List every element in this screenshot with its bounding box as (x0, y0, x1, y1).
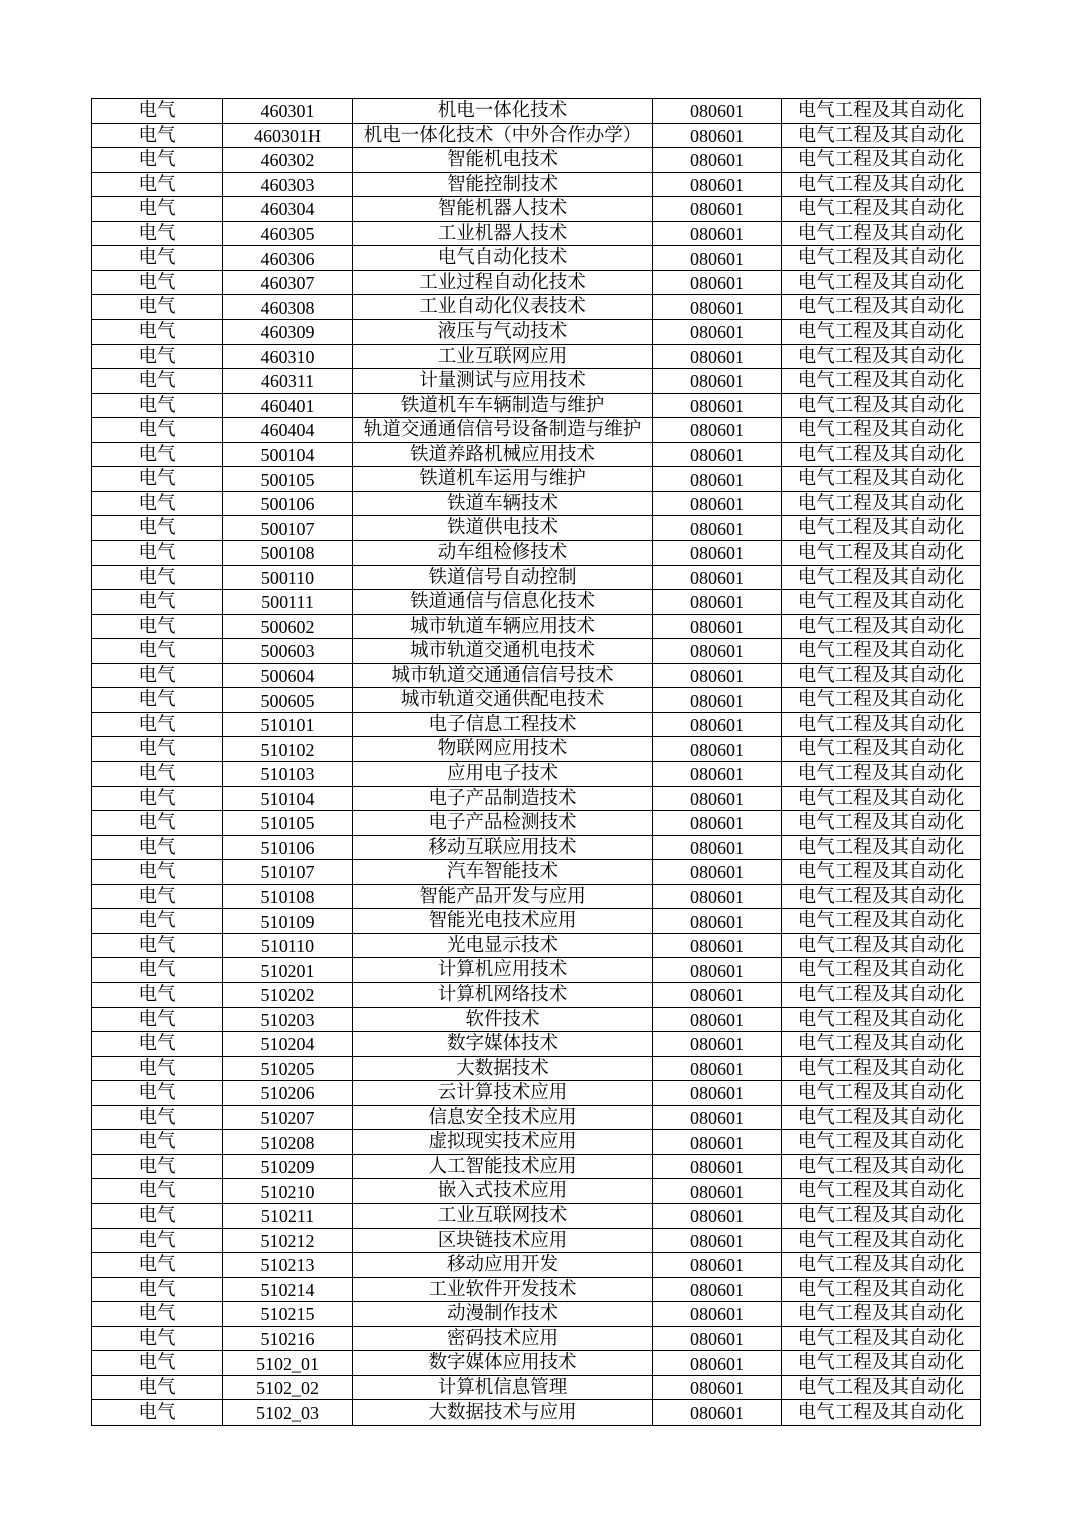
category-cell: 电气 (92, 541, 223, 566)
category-cell: 电气 (92, 443, 223, 468)
target-major-cell: 电气工程及其自动化 (782, 762, 980, 787)
target-major-cell: 电气工程及其自动化 (782, 1253, 980, 1278)
category-cell: 电气 (92, 664, 223, 689)
target-code-cell: 080601 (653, 860, 782, 885)
category-cell: 电气 (92, 1278, 223, 1303)
major-name-cell: 铁道养路机械应用技术 (353, 443, 653, 468)
major-code-cell: 460301H (223, 124, 353, 149)
target-code-cell: 080601 (653, 516, 782, 541)
major-code-cell: 500110 (223, 566, 353, 591)
category-cell: 电气 (92, 1106, 223, 1131)
major-code-cell: 510108 (223, 885, 353, 910)
target-major-cell: 电气工程及其自动化 (782, 1376, 980, 1401)
category-cell: 电气 (92, 516, 223, 541)
major-code-cell: 510101 (223, 713, 353, 738)
target-code-cell: 080601 (653, 811, 782, 836)
major-code-cell: 460404 (223, 418, 353, 443)
category-cell: 电气 (92, 345, 223, 370)
category-cell: 电气 (92, 566, 223, 591)
category-cell: 电气 (92, 1302, 223, 1327)
major-name-cell: 数字媒体技术 (353, 1032, 653, 1057)
target-code-cell: 080601 (653, 443, 782, 468)
category-cell: 电气 (92, 590, 223, 615)
target-code-cell: 080601 (653, 885, 782, 910)
target-code-cell: 080601 (653, 590, 782, 615)
major-name-cell: 机电一体化技术 (353, 99, 653, 124)
major-code-cell: 500106 (223, 492, 353, 517)
major-code-cell: 510201 (223, 958, 353, 983)
major-name-cell: 动车组检修技术 (353, 541, 653, 566)
target-code-cell: 080601 (653, 983, 782, 1008)
category-cell: 电气 (92, 934, 223, 959)
target-code-cell: 080601 (653, 1008, 782, 1033)
target-major-cell: 电气工程及其自动化 (782, 418, 980, 443)
target-code-cell: 080601 (653, 295, 782, 320)
target-major-cell: 电气工程及其自动化 (782, 787, 980, 812)
target-major-cell: 电气工程及其自动化 (782, 566, 980, 591)
target-major-cell: 电气工程及其自动化 (797, 1402, 965, 1423)
major-code-cell: 510209 (223, 1155, 353, 1180)
major-name-cell: 智能光电技术应用 (353, 909, 653, 934)
major-code-cell: 500104 (223, 443, 353, 468)
category-cell: 电气 (92, 1032, 223, 1057)
target-major-cell: 电气工程及其自动化 (782, 860, 980, 885)
target-major-cell: 电气工程及其自动化 (782, 885, 980, 910)
category-cell: 电气 (92, 418, 223, 443)
major-code-cell: 500602 (223, 615, 353, 640)
target-code-cell: 080601 (653, 246, 782, 271)
target-major-cell: 电气工程及其自动化 (782, 1130, 980, 1155)
target-code-cell: 080601 (653, 639, 782, 664)
target-code-cell: 080601 (653, 148, 782, 173)
target-code-cell: 080601 (653, 787, 782, 812)
major-name-cell: 计算机应用技术 (353, 958, 653, 983)
major-name-cell: 计算机网络技术 (353, 983, 653, 1008)
target-major-cell: 电气工程及其自动化 (782, 713, 980, 738)
major-code-cell: 500107 (223, 516, 353, 541)
major-code-cell: 460302 (223, 148, 353, 173)
target-code-cell: 080601 (653, 1327, 782, 1352)
target-code-cell: 080601 (653, 934, 782, 959)
major-code-cell: 460309 (223, 320, 353, 345)
major-name-cell: 铁道车辆技术 (353, 492, 653, 517)
category-cell: 电气 (92, 1057, 223, 1082)
target-code-cell: 080601 (653, 958, 782, 983)
target-major-cell: 电气工程及其自动化 (782, 1229, 980, 1254)
target-major-cell: 电气工程及其自动化 (782, 590, 980, 615)
major-code-cell: 500603 (223, 639, 353, 664)
major-name-cell: 城市轨道车辆应用技术 (353, 615, 653, 640)
target-code-cell: 080601 (653, 99, 782, 124)
major-code-cell: 460307 (223, 271, 353, 296)
target-code-cell: 080601 (653, 1229, 782, 1254)
major-name-cell: 工业互联网技术 (353, 1204, 653, 1229)
major-code-cell: 510211 (223, 1204, 353, 1229)
target-code-cell: 080601 (653, 836, 782, 861)
target-major-cell: 电气工程及其自动化 (782, 1057, 980, 1082)
category-cell: 电气 (92, 885, 223, 910)
major-name-cell: 物联网应用技术 (353, 737, 653, 762)
major-name-cell: 移动互联应用技术 (353, 836, 653, 861)
category-cell: 电气 (92, 124, 223, 149)
major-code-cell: 510203 (223, 1008, 353, 1033)
category-cell: 电气 (92, 639, 223, 664)
target-code-cell: 080601 (653, 713, 782, 738)
major-code-cell: 510102 (223, 737, 353, 762)
target-major-cell: 电气工程及其自动化 (782, 443, 980, 468)
major-code-cell: 460401 (223, 394, 353, 419)
target-code-cell: 080601 (653, 173, 782, 198)
major-name-cell: 信息安全技术应用 (353, 1106, 653, 1131)
category-cell: 电气 (92, 958, 223, 983)
category-cell: 电气 (92, 1229, 223, 1254)
category-cell: 电气 (92, 173, 223, 198)
target-major-cell: 电气工程及其自动化 (782, 173, 980, 198)
target-major-cell: 电气工程及其自动化 (782, 394, 980, 419)
target-major-cell: 电气工程及其自动化 (782, 1179, 980, 1204)
target-major-cell: 电气工程及其自动化 (782, 639, 980, 664)
category-cell: 电气 (92, 1327, 223, 1352)
category-cell: 电气 (92, 295, 223, 320)
category-cell: 电气 (92, 1400, 223, 1425)
major-code-cell: 510109 (223, 909, 353, 934)
target-code-cell: 080601 (653, 1278, 782, 1303)
category-cell: 电气 (92, 909, 223, 934)
target-code-cell: 080601 (653, 541, 782, 566)
target-major-cell: 电气工程及其自动化 (782, 467, 980, 492)
target-code-cell: 080601 (653, 418, 782, 443)
category-cell: 电气 (92, 246, 223, 271)
major-name-cell: 大数据技术与应用 (353, 1400, 653, 1425)
target-major-cell: 电气工程及其自动化 (782, 1032, 980, 1057)
target-code-cell: 080601 (653, 492, 782, 517)
major-code-cell: 5102_02 (223, 1376, 353, 1401)
major-name-cell: 汽车智能技术 (353, 860, 653, 885)
category-cell: 电气 (92, 860, 223, 885)
target-major-cell: 电气工程及其自动化 (782, 934, 980, 959)
target-major-cell: 电气工程及其自动化 (782, 320, 980, 345)
category-cell: 电气 (92, 983, 223, 1008)
major-name-cell: 铁道信号自动控制 (353, 566, 653, 591)
major-code-cell: 510207 (223, 1106, 353, 1131)
major-name-cell: 密码技术应用 (353, 1327, 653, 1352)
target-code-cell: 080601 (653, 762, 782, 787)
target-code-cell: 080601 (653, 1081, 782, 1106)
target-code-cell: 080601 (653, 1400, 782, 1425)
major-code-cell: 510110 (223, 934, 353, 959)
target-major-cell: 电气工程及其自动化 (782, 541, 980, 566)
target-major-cell: 电气工程及其自动化 (782, 148, 980, 173)
target-code-cell: 080601 (653, 197, 782, 222)
category-cell: 电气 (92, 394, 223, 419)
category-cell: 电气 (92, 99, 223, 124)
major-code-cell: 510202 (223, 983, 353, 1008)
category-cell: 电气 (92, 1204, 223, 1229)
major-code-cell: 510212 (223, 1229, 353, 1254)
major-name-cell: 工业机器人技术 (353, 222, 653, 247)
major-code-cell: 510204 (223, 1032, 353, 1057)
target-code-cell: 080601 (653, 688, 782, 713)
major-code-cell: 510107 (223, 860, 353, 885)
target-code-cell: 080601 (653, 320, 782, 345)
category-cell: 电气 (92, 1179, 223, 1204)
major-code-cell: 510216 (223, 1327, 353, 1352)
target-major-cell: 电气工程及其自动化 (782, 246, 980, 271)
major-name-cell: 液压与气动技术 (353, 320, 653, 345)
target-major-cell: 电气工程及其自动化 (782, 197, 980, 222)
major-code-cell: 500605 (223, 688, 353, 713)
major-name-cell: 智能机器人技术 (353, 197, 653, 222)
major-code-cell: 510210 (223, 1179, 353, 1204)
major-name-cell: 移动应用开发 (353, 1253, 653, 1278)
major-code-cell: 500105 (223, 467, 353, 492)
target-major-cell: 电气工程及其自动化 (782, 811, 980, 836)
major-name-cell: 工业互联网应用 (353, 345, 653, 370)
major-code-cell: 510208 (223, 1130, 353, 1155)
major-code-cell: 510105 (223, 811, 353, 836)
category-cell: 电气 (92, 271, 223, 296)
major-name-cell: 智能机电技术 (353, 148, 653, 173)
major-name-cell: 人工智能技术应用 (353, 1155, 653, 1180)
major-name-cell: 计量测试与应用技术 (353, 369, 653, 394)
target-major-cell: 电气工程及其自动化 (782, 1327, 980, 1352)
target-major-cell: 电气工程及其自动化 (782, 271, 980, 296)
target-code-cell: 080601 (653, 222, 782, 247)
target-code-cell: 080601 (653, 737, 782, 762)
category-cell: 电气 (92, 1081, 223, 1106)
target-code-cell: 080601 (653, 1032, 782, 1057)
major-name-cell: 电气自动化技术 (353, 246, 653, 271)
major-name-cell: 应用电子技术 (353, 762, 653, 787)
major-code-cell: 510205 (223, 1057, 353, 1082)
major-code-cell: 460304 (223, 197, 353, 222)
major-name-cell: 大数据技术 (353, 1057, 653, 1082)
target-major-cell: 电气工程及其自动化 (782, 688, 980, 713)
category-cell: 电气 (92, 1130, 223, 1155)
target-code-cell: 080601 (653, 615, 782, 640)
target-major-cell: 电气工程及其自动化 (782, 737, 980, 762)
target-major-cell: 电气工程及其自动化 (782, 124, 980, 149)
target-major-cell: 电气工程及其自动化 (782, 516, 980, 541)
major-name-cell: 云计算技术应用 (353, 1081, 653, 1106)
target-major-cell: 电气工程及其自动化 (782, 909, 980, 934)
target-major-cell: 电气工程及其自动化 (782, 836, 980, 861)
target-code-cell: 080601 (653, 1204, 782, 1229)
major-name-cell: 光电显示技术 (353, 934, 653, 959)
target-major-cell: 电气工程及其自动化 (782, 295, 980, 320)
major-name-cell: 虚拟现实技术应用 (353, 1130, 653, 1155)
major-code-cell: 460308 (223, 295, 353, 320)
category-cell: 电气 (92, 615, 223, 640)
target-major-cell: 电气工程及其自动化 (782, 615, 980, 640)
target-code-cell: 080601 (653, 1253, 782, 1278)
target-code-cell: 080601 (653, 1351, 782, 1376)
major-name-cell: 铁道机车车辆制造与维护 (353, 394, 653, 419)
major-code-cell: 5102_01 (223, 1351, 353, 1376)
target-major-cell: 电气工程及其自动化 (782, 983, 980, 1008)
major-name-cell: 城市轨道交通供配电技术 (353, 688, 653, 713)
major-code-cell: 510215 (223, 1302, 353, 1327)
category-cell: 电气 (92, 1351, 223, 1376)
target-code-cell: 080601 (653, 467, 782, 492)
target-code-cell: 080601 (653, 394, 782, 419)
major-code-cell: 500604 (223, 664, 353, 689)
major-name-cell: 区块链技术应用 (353, 1229, 653, 1254)
target-major-cell: 电气工程及其自动化 (782, 99, 980, 124)
major-name-cell: 电子产品制造技术 (353, 787, 653, 812)
target-code-cell: 080601 (653, 369, 782, 394)
major-name-cell: 智能控制技术 (353, 173, 653, 198)
category-cell: 电气 (92, 467, 223, 492)
category-cell: 电气 (92, 811, 223, 836)
target-code-cell: 080601 (653, 1155, 782, 1180)
major-code-cell: 460303 (223, 173, 353, 198)
major-code-cell: 460306 (223, 246, 353, 271)
category-cell: 电气 (92, 148, 223, 173)
target-major-cell: 电气工程及其自动化 (782, 1155, 980, 1180)
major-code-cell: 460305 (223, 222, 353, 247)
major-code-cell: 460311 (223, 369, 353, 394)
target-major-cell: 电气工程及其自动化 (782, 1008, 980, 1033)
major-code-cell: 510206 (223, 1081, 353, 1106)
target-code-cell: 080601 (653, 1302, 782, 1327)
major-name-cell: 轨道交通通信信号设备制造与维护 (353, 418, 653, 443)
major-name-cell: 铁道通信与信息化技术 (353, 590, 653, 615)
major-code-cell: 510213 (223, 1253, 353, 1278)
major-name-cell: 铁道机车运用与维护 (353, 467, 653, 492)
target-code-cell: 080601 (653, 271, 782, 296)
target-code-cell: 080601 (653, 1376, 782, 1401)
category-cell: 电气 (92, 836, 223, 861)
target-major-cell: 电气工程及其自动化 (782, 369, 980, 394)
major-code-cell: 510106 (223, 836, 353, 861)
target-code-cell: 080601 (653, 566, 782, 591)
major-name-cell: 计算机信息管理 (353, 1376, 653, 1401)
major-name-cell: 电子产品检测技术 (353, 811, 653, 836)
category-cell: 电气 (92, 1253, 223, 1278)
target-major-cell: 电气工程及其自动化 (782, 1302, 980, 1327)
target-major-cell: 电气工程及其自动化 (782, 664, 980, 689)
target-code-cell: 080601 (653, 1106, 782, 1131)
major-name-cell: 软件技术 (353, 1008, 653, 1033)
target-major-cell: 电气工程及其自动化 (782, 1204, 980, 1229)
major-name-cell: 城市轨道交通通信信号技术 (353, 664, 653, 689)
category-cell: 电气 (92, 492, 223, 517)
major-name-cell: 智能产品开发与应用 (353, 885, 653, 910)
major-code-cell: 510214 (223, 1278, 353, 1303)
major-code-cell: 500108 (223, 541, 353, 566)
target-code-cell: 080601 (653, 345, 782, 370)
major-name-cell: 嵌入式技术应用 (353, 1179, 653, 1204)
target-major-cell: 电气工程及其自动化 (782, 1351, 980, 1376)
category-cell: 电气 (92, 320, 223, 345)
target-major-cell: 电气工程及其自动化 (782, 492, 980, 517)
target-code-cell: 080601 (653, 1179, 782, 1204)
major-code-cell: 500111 (223, 590, 353, 615)
category-cell: 电气 (92, 1008, 223, 1033)
category-cell: 电气 (92, 737, 223, 762)
target-major-cell: 电气工程及其自动化 (782, 345, 980, 370)
major-code-cell: 460301 (223, 99, 353, 124)
major-name-cell: 工业软件开发技术 (353, 1278, 653, 1303)
major-name-cell: 工业过程自动化技术 (353, 271, 653, 296)
major-name-cell: 数字媒体应用技术 (353, 1351, 653, 1376)
category-cell: 电气 (92, 688, 223, 713)
major-name-cell: 机电一体化技术（中外合作办学） (353, 124, 653, 149)
major-name-cell: 城市轨道交通机电技术 (353, 639, 653, 664)
major-name-cell: 电子信息工程技术 (353, 713, 653, 738)
category-cell: 电气 (92, 1155, 223, 1180)
major-code-cell: 510103 (223, 762, 353, 787)
major-name-cell: 动漫制作技术 (353, 1302, 653, 1327)
category-cell: 电气 (92, 1376, 223, 1401)
target-major-cell: 电气工程及其自动化 (782, 222, 980, 247)
target-code-cell: 080601 (653, 909, 782, 934)
target-major-cell: 电气工程及其自动化 (782, 1106, 980, 1131)
category-cell: 电气 (92, 197, 223, 222)
target-code-cell: 080601 (653, 1130, 782, 1155)
target-code-cell: 080601 (653, 664, 782, 689)
major-name-cell: 工业自动化仪表技术 (353, 295, 653, 320)
target-code-cell: 080601 (653, 124, 782, 149)
category-cell: 电气 (92, 787, 223, 812)
target-code-cell: 080601 (653, 1057, 782, 1082)
major-code-cell: 510104 (223, 787, 353, 812)
major-code-cell: 460310 (223, 345, 353, 370)
category-cell: 电气 (92, 762, 223, 787)
major-code-cell: 5102_03 (223, 1400, 353, 1425)
major-mapping-table (91, 98, 981, 1426)
target-major-cell: 电气工程及其自动化 (782, 1278, 980, 1303)
major-name-cell: 铁道供电技术 (353, 516, 653, 541)
category-cell: 电气 (92, 713, 223, 738)
target-major-cell: 电气工程及其自动化 (782, 958, 980, 983)
category-cell: 电气 (92, 222, 223, 247)
category-cell: 电气 (92, 369, 223, 394)
target-major-cell: 电气工程及其自动化 (782, 1081, 980, 1106)
